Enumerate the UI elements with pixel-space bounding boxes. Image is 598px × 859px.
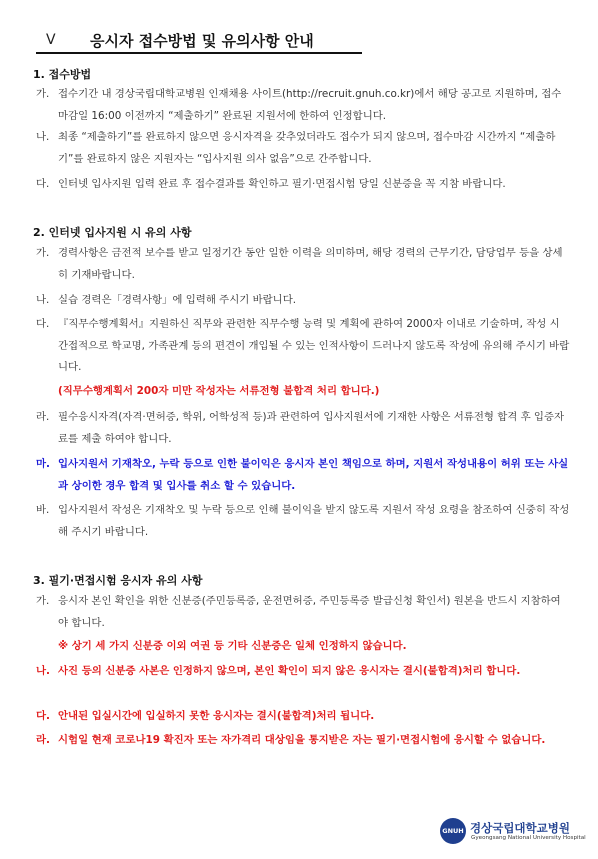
section3-item-da <box>36 706 570 728</box>
header-title: 응시자 접수방법 및 유의사항 안내 <box>90 32 314 50</box>
item-text: 접수기간 내 경상국립대학교병원 인재채용 사이트(http://recruit.gnuh.co.kr)에서 해당 공고로 지원하며, 접수 마감일 16:00 이전까지 “제출하기” 완료된 지원서에 한하여 인정합니다. <box>58 88 562 122</box>
item-text: 실습 경력은「경력사항」에 입력해 주시기 바랍니다. <box>58 294 297 306</box>
section2-red-note: (직무수행계획서 200자 미만 작성자는 서류전형 불합격 처리 합니다.) <box>58 385 380 397</box>
item-marker: 나. <box>36 665 50 677</box>
item-marker: 라. <box>36 734 50 746</box>
logo-name-en: Gyeongsang National University Hospital <box>471 835 586 841</box>
section1-item-na <box>36 127 570 170</box>
section1-item-da <box>36 174 570 196</box>
section3-item-ga <box>36 591 570 634</box>
item-text: 입사지원서 작성은 기재착오 및 누락 등으로 인해 불이익을 받지 않도록 지원서 작성 요령을 참조하여 신중히 작성해 주시기 바랍니다. <box>58 504 570 538</box>
logo-name-ko: 경상국립대학교병원 <box>470 821 570 835</box>
item-marker: 다. <box>36 710 50 722</box>
item-marker: 바. <box>36 504 50 516</box>
item-text: 경력사항은 금전적 보수를 받고 일정기간 동안 일한 이력을 의미하며, 해당 경력의 근무기간, 담당업무 등을 상세히 기재바랍니다. <box>58 247 563 281</box>
hospital-logo <box>440 818 586 848</box>
logo-emblem-icon: GNUH <box>440 818 466 844</box>
item-marker: 가. <box>36 595 50 607</box>
item-text: 최종 “제출하기”를 완료하지 않으면 응시자격을 갖추었더라도 접수가 되지 않으며, 접수마감 시간까지 “제출하기”를 완료하지 않은 지원자는 “입사지원 의사 없음”으로 간주합니다. <box>58 131 556 165</box>
section2-item-ma <box>36 454 570 497</box>
item-marker: 나. <box>36 294 50 306</box>
item-marker: 마. <box>36 458 50 470</box>
item-text: 필수응시자격(자격·면허증, 학위, 어학성적 등)과 관련하여 입사지원서에 기재한 사항은 서류전형 합격 후 입증자료를 제출 하여야 합니다. <box>58 411 565 445</box>
section1-title: 1. 접수방법 <box>33 68 92 81</box>
item-text: 시험일 현재 코로나19 확진자 또는 자가격리 대상임을 통지받은 자는 필기·면접시험에 응시할 수 없습니다. <box>58 734 546 746</box>
section2-item-da <box>36 314 570 379</box>
section2-item-na <box>36 290 570 312</box>
section1-item-ga <box>36 84 570 127</box>
item-text: 사진 등의 신분증 사본은 인정하지 않으며, 본인 확인이 되지 않은 응시자는 결시(불합격)처리 합니다. <box>58 665 521 677</box>
section2-title: 2. 인터넷 입사지원 시 유의 사항 <box>33 226 192 239</box>
section3-title: 3. 필기·면접시험 응시자 유의 사항 <box>33 574 203 587</box>
item-text: 인터넷 입사지원 입력 완료 후 접수결과를 확인하고 필기·면접시험 당일 신분증을 꼭 지참 바랍니다. <box>58 178 506 190</box>
item-text: 입사지원서 기재착오, 누락 등으로 인한 불이익은 응시자 본인 책임으로 하며, 지원서 작성내용이 허위 또는 사실과 상이한 경우 합격 및 입사를 취소 할 수 있습니다. <box>58 458 569 492</box>
item-marker: 라. <box>36 411 50 423</box>
section2-item-ra <box>36 407 570 450</box>
item-marker: 다. <box>36 178 50 190</box>
item-marker: 가. <box>36 88 50 100</box>
section-header <box>36 26 362 54</box>
section3-red-note: ※ 상기 세 가지 신분증 이외 여권 등 기타 신분증은 일체 인정하지 않습니다. <box>58 640 407 652</box>
section2-item-ga <box>36 243 570 286</box>
item-text: 안내된 입실시간에 입실하지 못한 응시자는 결시(불합격)처리 됩니다. <box>58 710 375 722</box>
item-marker: 나. <box>36 131 50 143</box>
item-marker: 다. <box>36 318 50 330</box>
section3-item-na <box>36 661 570 683</box>
header-number: Ⅴ <box>46 32 56 48</box>
item-text: 『직무수행계획서』지원하신 직무와 관련한 직무수행 능력 및 계획에 관하여 2000자 이내로 기술하며, 작성 시 간접적으로 학교명, 가족관계 등의 편견이 개입될 수 있는 인적사항이 드러나지 않도록 작성에 유의해 주시기 바랍니다. <box>58 318 570 373</box>
section3-item-ra <box>36 730 570 752</box>
item-text: 응시자 본인 확인을 위한 신분증(주민등록증, 운전면허증, 주민등록증 발급신청 확인서) 원본을 반드시 지참하여야 합니다. <box>58 595 561 629</box>
section2-item-ba <box>36 500 570 543</box>
item-marker: 가. <box>36 247 50 259</box>
